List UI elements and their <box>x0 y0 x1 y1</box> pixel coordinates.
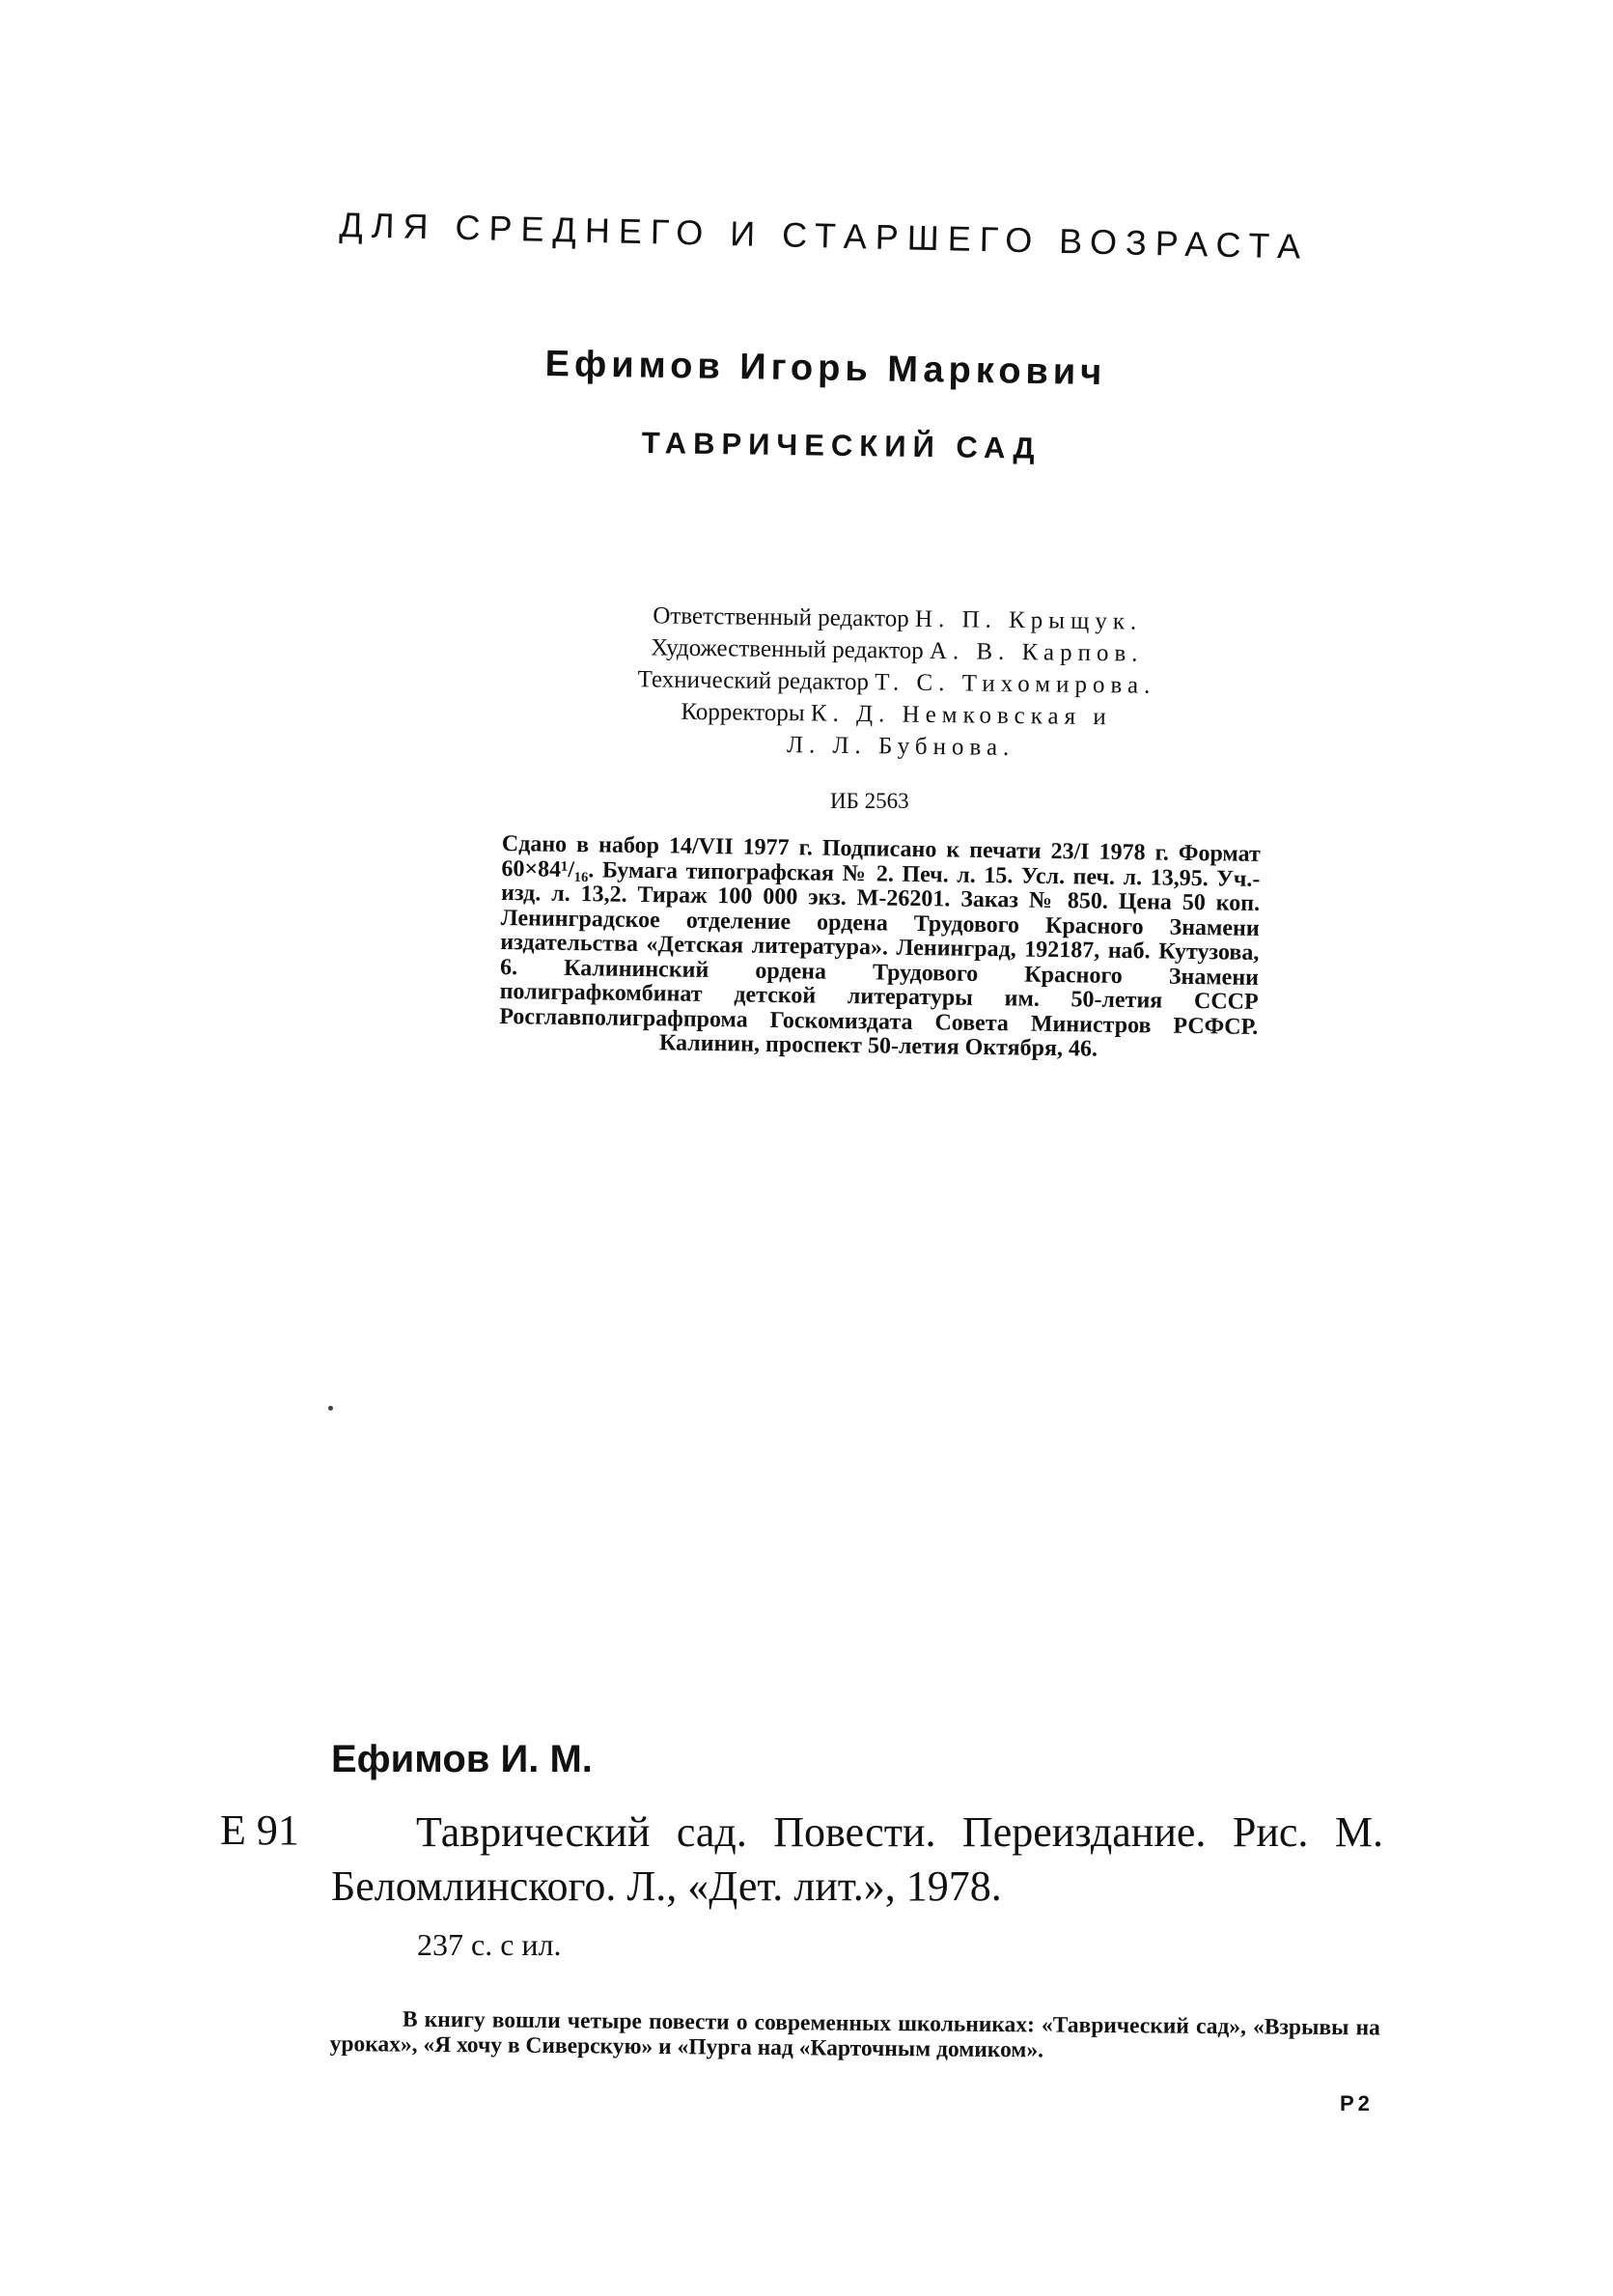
credit-name: Н. П. Крыщук. <box>914 605 1143 635</box>
credit-name: А. В. Карпов. <box>929 637 1144 667</box>
credit-name: К. Д. Немковская и <box>810 700 1112 731</box>
catalog-pages: 237 с. с ил. <box>417 1927 562 1962</box>
author-full-name: Ефимов Игорь Маркович <box>544 344 1107 394</box>
credit-name: Л. Л. Бубнова. <box>786 732 1015 762</box>
credit-role: Технический редактор <box>637 666 870 696</box>
catalog-author: Ефимов И. М. <box>331 1738 593 1780</box>
audience-line: ДЛЯ СРЕДНЕГО И СТАРШЕГО ВОЗРАСТА <box>339 205 1310 266</box>
credit-role: Корректоры <box>681 698 805 727</box>
book-title: ТАВРИЧЕСКИЙ САД <box>641 426 1042 465</box>
catalog-code: Е 91 <box>220 1806 299 1854</box>
ib-number: ИБ 2563 <box>830 789 909 813</box>
catalog-description: Таврический сад. Повести. Переиздание. Рис. М. Беломлинского. Л., «Дет. лит.», 1978. <box>331 1808 1383 1910</box>
classification-code: Р2 <box>1340 2091 1374 2115</box>
imprint-text: Сдано в набор 14/VII 1977 г. Подписано к печати 23/I 1978 г. Формат 60×84¹/₁₆. Бумага типографская № 2. Печ. л. 15. Усл. печ. л. 13,95. Уч.-изд. л. 13,2. Тираж 100 000 экз. М-26201. Заказ № 850. Цена 50 коп. Ленинградское отделение ордена Трудового Красного Знамени издательства «Детская литература». Ленинград, 192187, наб. Кутузова, 6. Калининский ордена Трудового Красного Знамени полиграфкомбинат детской литературы им. 50-летия СССР Росглавполиграфпрома Госкомиздата Совета Министров РСФСР. Калинин, проспект 50-летия Октября, 46. <box>499 831 1261 1062</box>
annotation-text: В книгу вошли четыре повести о современных школьниках: «Таврический сад», «Взрывы на уроках», «Я хочу в Сиверскую» и «Пурга над «Карточным домиком». <box>329 2006 1380 2063</box>
credits-block <box>539 599 1255 767</box>
credit-role: Художественный редактор <box>651 634 924 664</box>
credit-role: Ответственный редактор <box>653 602 909 632</box>
speck-mark <box>328 1406 333 1411</box>
credit-name: Т. С. Тихомирова. <box>875 669 1156 699</box>
